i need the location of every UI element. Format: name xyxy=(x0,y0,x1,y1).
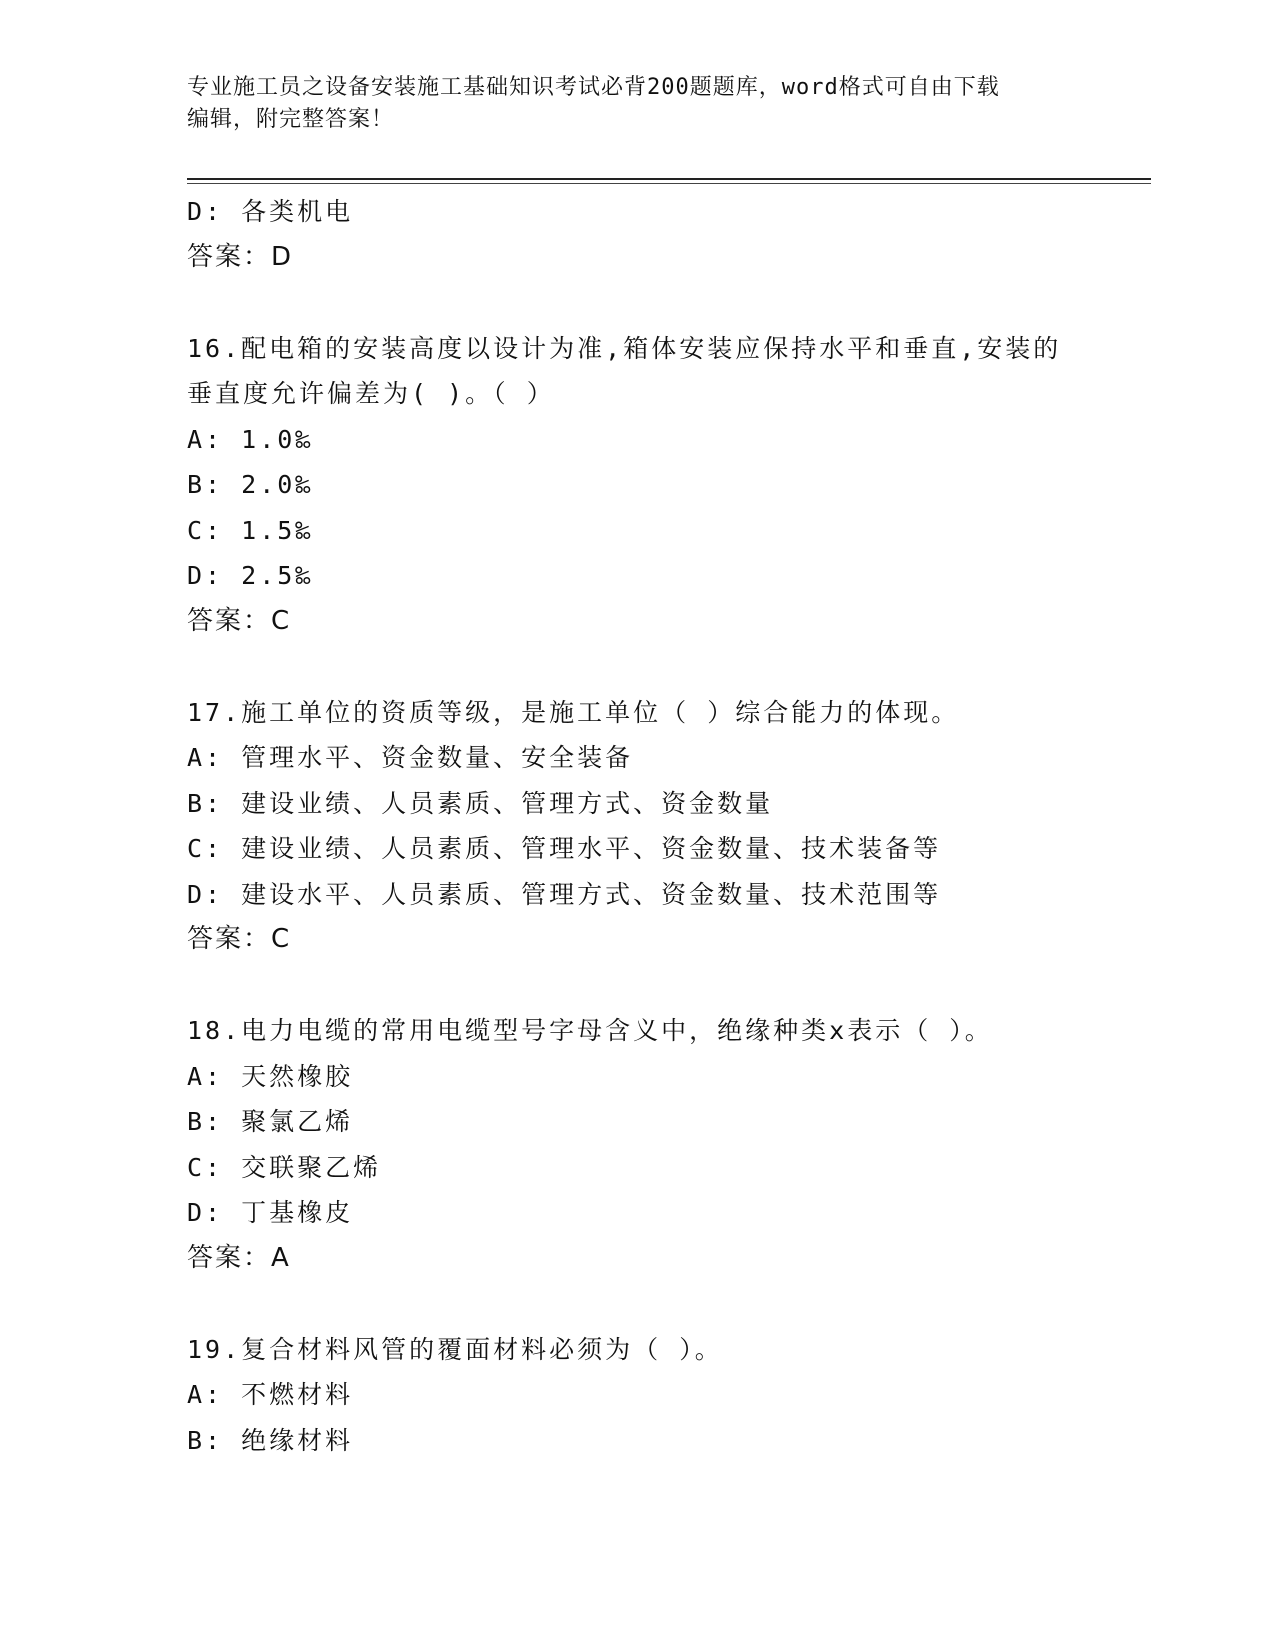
option-d: D: 建设水平、人员素质、管理方式、资金数量、技术范围等 xyxy=(187,879,942,909)
spacer xyxy=(187,963,1147,1009)
option-c: C: 交联聚乙烯 xyxy=(187,1152,382,1182)
option-b: B: 绝缘材料 xyxy=(187,1425,354,1455)
question-stem: 17.施工单位的资质等级，是施工单位（ ）综合能力的体现。 xyxy=(187,697,960,727)
question-stem: 16.配电箱的安装高度以设计为准,箱体安装应保持水平和垂直,安装的 xyxy=(187,333,1062,363)
answer-line: 答案：D xyxy=(187,241,294,272)
question-18 xyxy=(187,1008,1147,1281)
question-15-tail xyxy=(187,189,1147,280)
option-b: B: 2.0‰ xyxy=(187,470,314,499)
option-b: B: 建设业绩、人员素质、管理方式、资金数量 xyxy=(187,788,774,818)
header-divider-thick xyxy=(187,178,1151,180)
spacer xyxy=(187,280,1147,326)
answer-line: 答案：A xyxy=(187,1242,291,1273)
spacer xyxy=(187,644,1147,690)
header-title-line-2: 编辑，附完整答案！ xyxy=(187,107,395,132)
question-list xyxy=(187,189,1147,1463)
option-d: D: 2.5‰ xyxy=(187,561,314,590)
option-d: D: 各类机电 xyxy=(187,197,354,226)
option-a: A: 天然橡胶 xyxy=(187,1061,354,1091)
option-b: B: 聚氯乙烯 xyxy=(187,1107,354,1136)
answer-line: 答案：C xyxy=(187,924,292,954)
header-title-line-1: 专业施工员之设备安装施工基础知识考试必背200题题库，word格式可自由下载 xyxy=(187,75,1000,100)
question-19 xyxy=(187,1327,1147,1464)
option-d: D: 丁基橡皮 xyxy=(187,1198,354,1227)
question-17 xyxy=(187,690,1147,963)
question-stem: 19.复合材料风管的覆面材料必须为（ ）。 xyxy=(187,1334,723,1364)
option-c: C: 1.5‰ xyxy=(187,515,314,545)
option-c: C: 建设业绩、人员素质、管理水平、资金数量、技术装备等 xyxy=(187,834,942,863)
option-a: A: 管理水平、资金数量、安全装备 xyxy=(187,743,634,772)
answer-line: 答案：C xyxy=(187,605,292,636)
question-stem: 18.电力电缆的常用电缆型号字母含义中，绝缘种类x表示（ ）。 xyxy=(187,1016,993,1045)
option-a: A: 不燃材料 xyxy=(187,1380,354,1409)
question-16 xyxy=(187,326,1147,645)
document-header xyxy=(187,72,1087,136)
question-stem-continued: 垂直度允许偏差为( )。（ ） xyxy=(187,379,555,408)
header-divider-thin xyxy=(187,183,1151,184)
option-a: A: 1.0‰ xyxy=(187,424,314,454)
spacer xyxy=(187,1281,1147,1327)
